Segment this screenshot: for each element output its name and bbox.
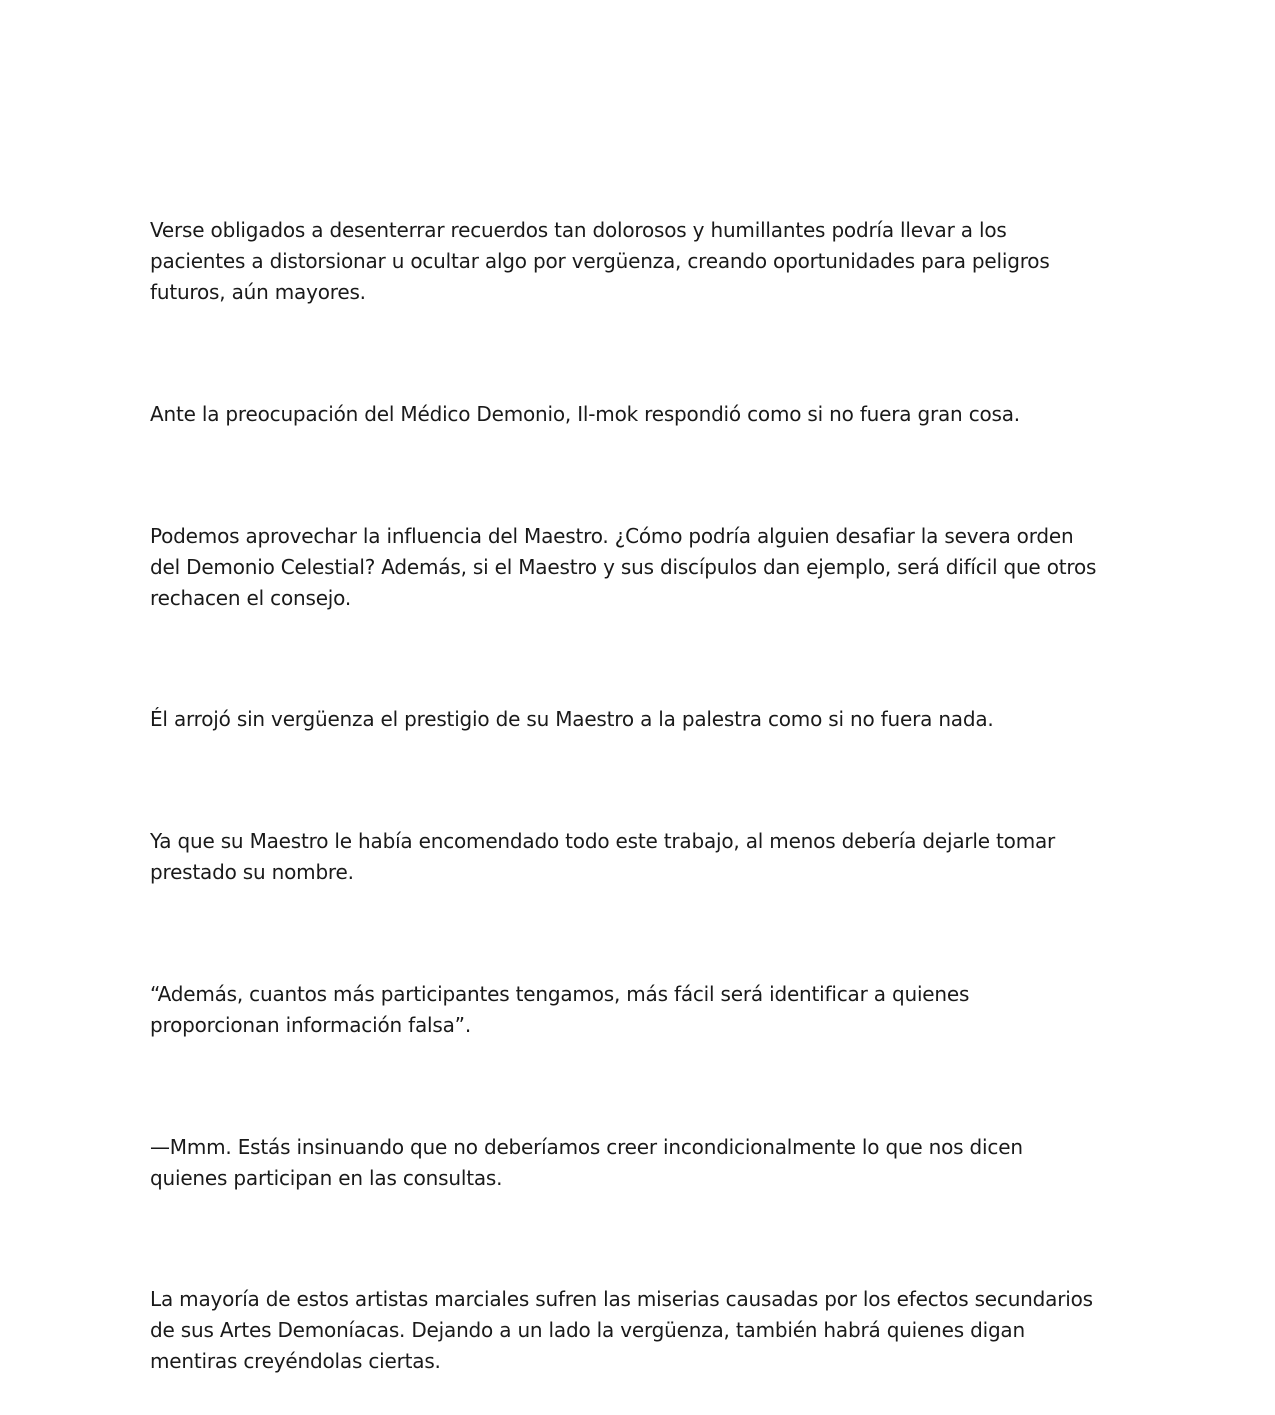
paragraph-3: Podemos aprovechar la influencia del Maestro. ¿Cómo podría alguien desafiar la severa orden del Demonio Celestial? Además, si el Maestro y sus discípulos dan ejemplo, será difícil que otros rechacen el consejo. [150, 524, 1097, 610]
paragraph-6: “Además, cuantos más participantes tengamos, más fácil será identificar a quienes proporcionan información falsa”. [150, 982, 970, 1037]
paragraph-4: Él arrojó sin vergüenza el prestigio de su Maestro a la palestra como si no fuera nada. [150, 707, 994, 731]
paragraph-8: La mayoría de estos artistas marciales sufren las miserias causadas por los efectos secundarios de sus Artes Demoníacas. Dejando a un lado la vergüenza, también habrá quienes digan mentiras creyéndolas ciertas. [150, 1287, 1093, 1373]
paragraph-7: —Mmm. Estás insinuando que no deberíamos creer incondicionalmente lo que nos dicen quienes participan en las consultas. [150, 1135, 1023, 1190]
paragraph-2: Ante la preocupación del Médico Demonio, Il-mok respondió como si no fuera gran cosa. [150, 402, 1020, 426]
paragraph-5: Ya que su Maestro le había encomendado todo este trabajo, al menos debería dejarle tomar prestado su nombre. [150, 829, 1056, 884]
paragraph-1: Verse obligados a desenterrar recuerdos tan dolorosos y humillantes podría llevar a los pacientes a distorsionar u ocultar algo por vergüenza, creando oportunidades para peligros futuros, aún mayores. [150, 218, 1050, 304]
